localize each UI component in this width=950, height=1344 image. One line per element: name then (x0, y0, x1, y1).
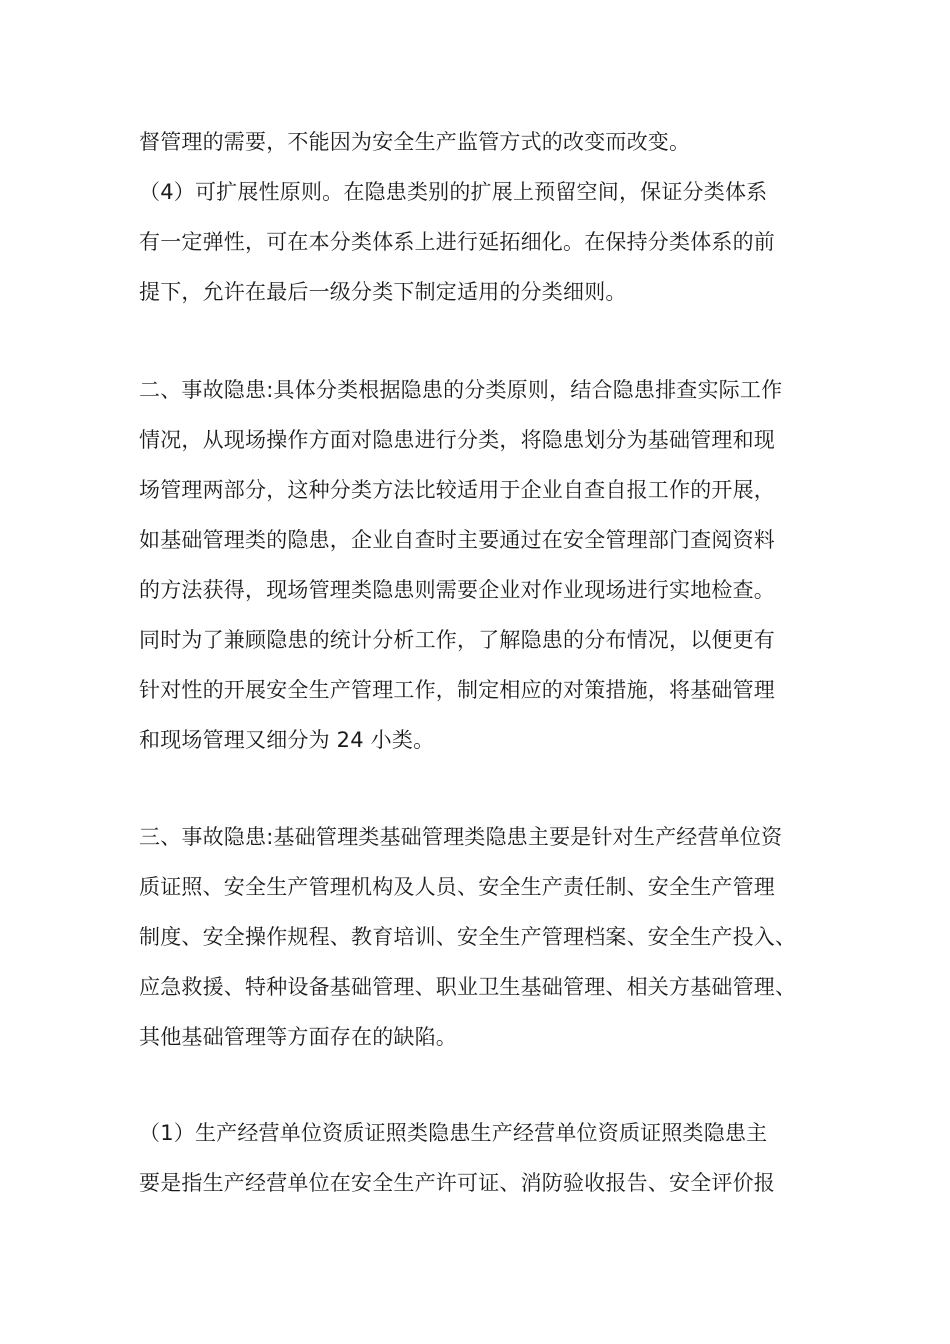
text-line: 应急救援、特种设备基础管理、职业卫生基础管理、相关方基础管理、 (139, 975, 797, 999)
text-line: （4）可扩展性原则。在隐患类别的扩展上预留空间，保证分类体系 (139, 180, 768, 204)
text-line: 场管理两部分，这种分类方法比较适用于企业自查自报工作的开展， (139, 478, 775, 502)
text-line: 和现场管理又细分为 24 小类。 (139, 728, 435, 752)
text-line: （1）生产经营单位资质证照类隐患生产经营单位资质证照类隐患主 (139, 1121, 768, 1145)
text-line: 同时为了兼顾隐患的统计分析工作，了解隐患的分布情况，以便更有 (139, 628, 775, 652)
text-line: 如基础管理类的隐患，企业自查时主要通过在安全管理部门查阅资料 (139, 528, 775, 552)
text-line: 要是指生产经营单位在安全生产许可证、消防验收报告、安全评价报 (139, 1171, 775, 1195)
text-line: 督管理的需要，不能因为安全生产监管方式的改变而改变。 (139, 130, 691, 154)
text-line: 情况，从现场操作方面对隐患进行分类，将隐患划分为基础管理和现 (139, 428, 775, 452)
section-heading-line: 三、事故隐患:基础管理类基础管理类隐患主要是针对生产经营单位资 (139, 825, 783, 849)
text-line: 的方法获得，现场管理类隐患则需要企业对作业现场进行实地检查。 (139, 578, 775, 602)
text-line: 针对性的开展安全生产管理工作，制定相应的对策措施，将基础管理 (139, 678, 775, 702)
text-line: 提下，允许在最后一级分类下制定适用的分类细则。 (139, 280, 627, 304)
text-line: 质证照、安全生产管理机构及人员、安全生产责任制、安全生产管理 (139, 875, 775, 899)
text-line: 有一定弹性，可在本分类体系上进行延拓细化。在保持分类体系的前 (139, 230, 775, 254)
text-line: 其他基础管理等方面存在的缺陷。 (139, 1025, 457, 1049)
section-heading-line: 二、事故隐患:具体分类根据隐患的分类原则，结合隐患排查实际工作 (139, 378, 783, 402)
text-line: 制度、安全操作规程、教育培训、安全生产管理档案、安全生产投入、 (139, 925, 797, 949)
